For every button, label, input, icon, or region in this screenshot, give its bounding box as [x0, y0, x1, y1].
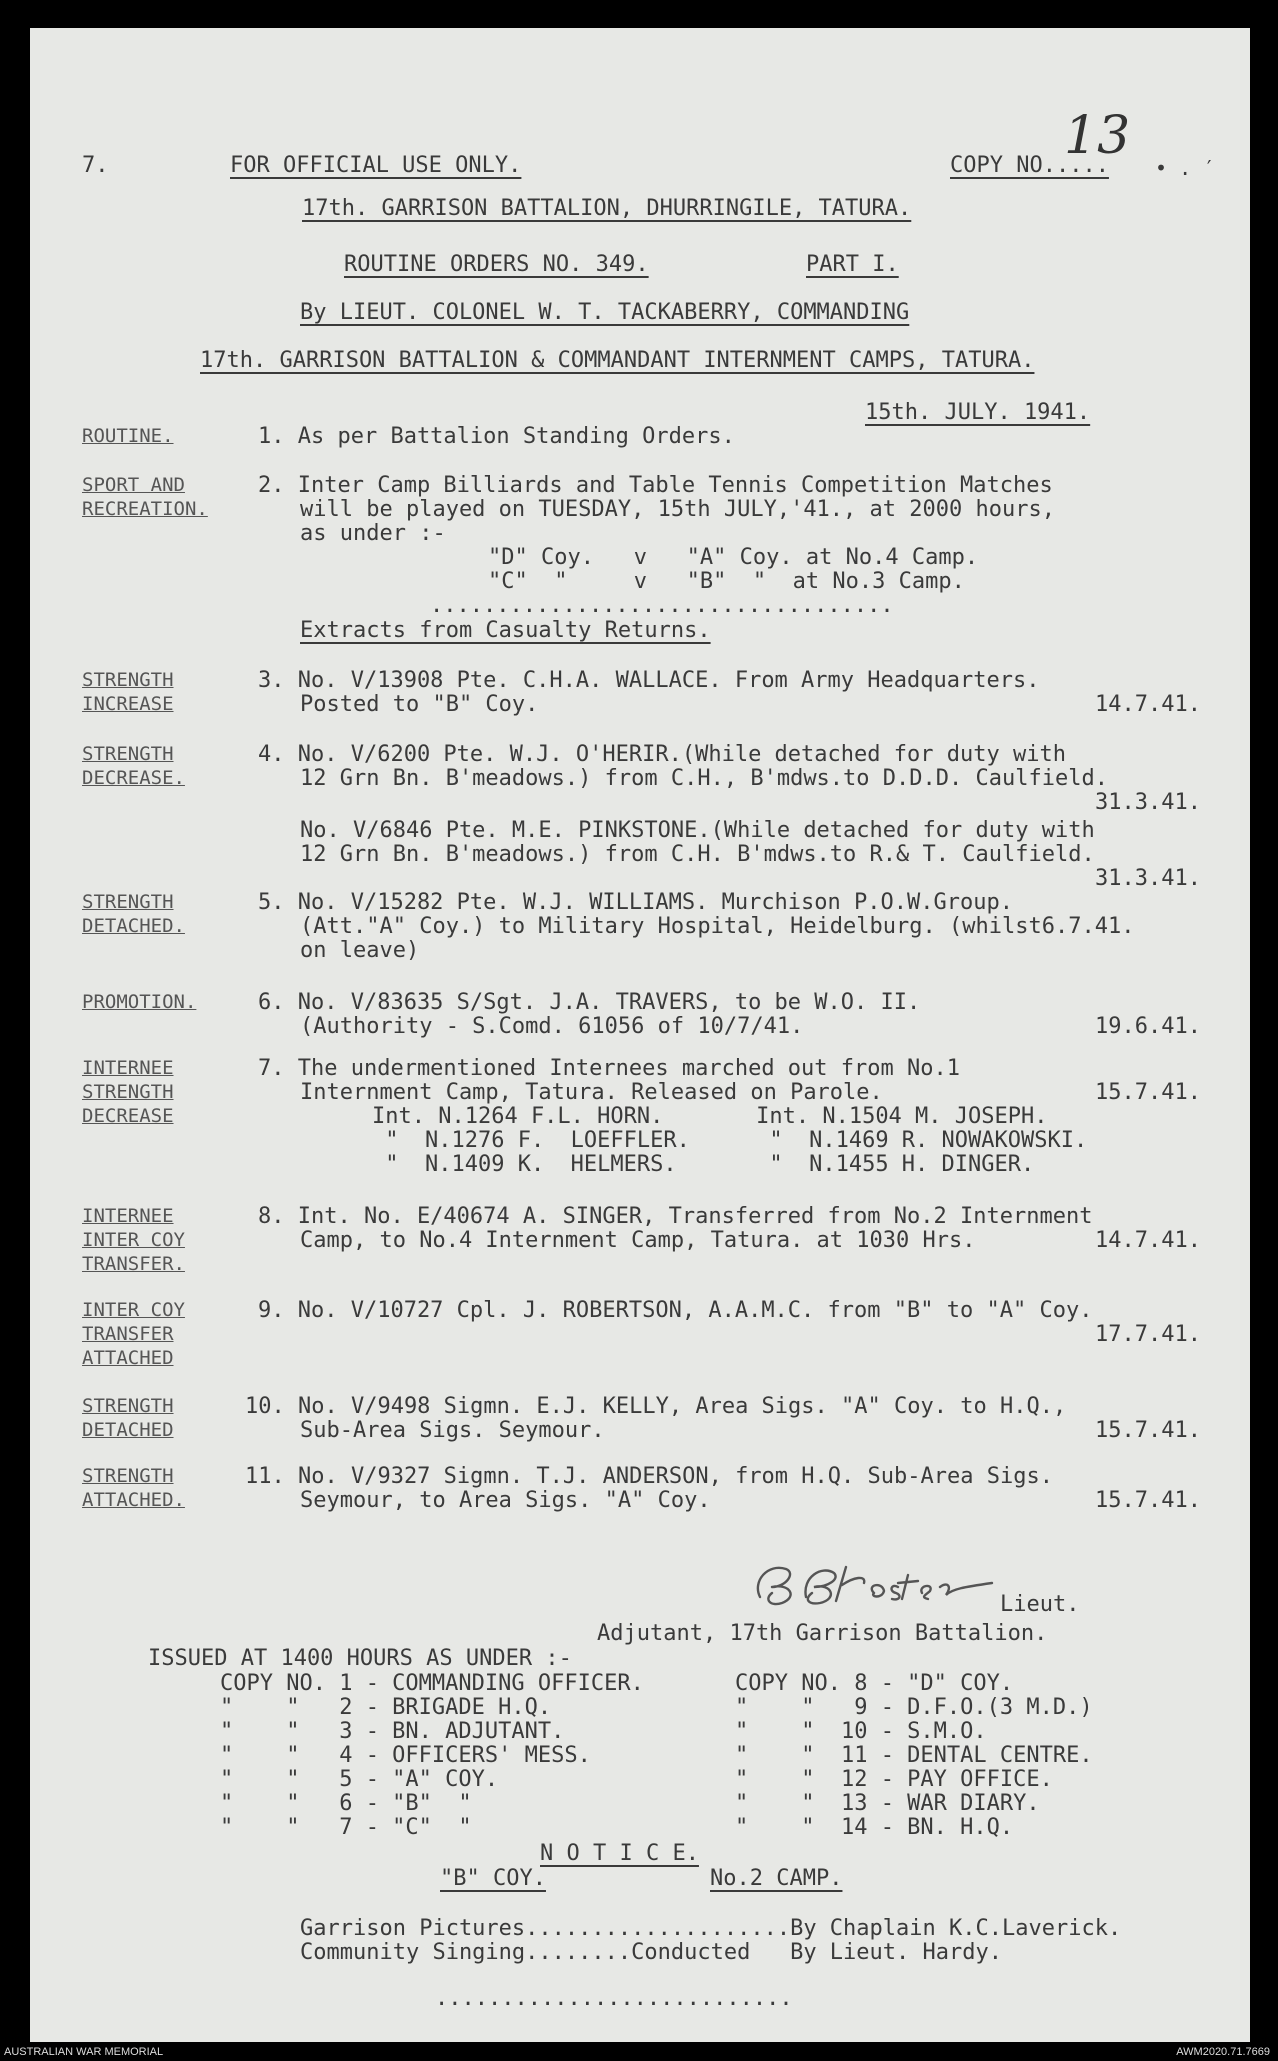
distribution-entry: " " 6 - "B" " — [220, 1791, 472, 1816]
side-label-recreation: RECREATION. — [82, 498, 208, 520]
handwritten-signature — [742, 1553, 1022, 1613]
distribution-entry: " " 3 - BN. ADJUTANT. — [220, 1719, 565, 1744]
distribution-entry: " " 10 - S.M.O. — [735, 1719, 987, 1744]
match-2: "C" " v "B" " at No.3 Camp. — [488, 569, 965, 594]
item-4-date-1: 31.3.41. — [1095, 790, 1201, 815]
page-number: 7. — [82, 153, 109, 178]
internee-row-3: " N.1409 K. HELMERS. " N.1455 H. DINGER. — [372, 1152, 1035, 1177]
item-7-line-2: Internment Camp, Tatura. Released on Parole. — [300, 1080, 883, 1105]
footer-accession: AWM2020.71.7669 — [1176, 2046, 1270, 2058]
item-5-line-3: on leave) — [300, 938, 420, 963]
distribution-entry: COPY NO. 1 - COMMANDING OFFICER. — [220, 1671, 644, 1696]
issued-heading: ISSUED AT 1400 HOURS AS UNDER :- — [148, 1646, 572, 1671]
side-label-10a: STRENGTH — [82, 1395, 174, 1417]
item-2-line-2: will be played on TUESDAY, 15th JULY,'41., at 2000 hours, — [300, 497, 1055, 522]
item-3-date: 14.7.41. — [1095, 692, 1201, 717]
item-11-date: 15.7.41. — [1095, 1488, 1201, 1513]
copy-number-label: COPY NO..... — [950, 153, 1109, 178]
item-8-date: 14.7.41. — [1095, 1228, 1201, 1253]
side-label-routine: ROUTINE. — [82, 425, 174, 447]
side-label-7c: DECREASE — [82, 1105, 174, 1127]
side-label-promotion: PROMOTION. — [82, 991, 197, 1013]
unit-heading: 17th. GARRISON BATTALION, DHURRINGILE, TATURA. — [302, 196, 912, 221]
side-label-9b: TRANSFER — [82, 1323, 174, 1345]
side-label-8b: INTER COY — [82, 1229, 185, 1251]
distribution-entry: " " 11 - DENTAL CENTRE. — [735, 1743, 1093, 1768]
signature-rank: Lieut. — [1000, 1592, 1080, 1617]
item-5-line-2: (Att."A" Coy.) to Military Hospital, Heidelburg. (whilst6.7.41. — [300, 914, 1135, 939]
item-4-line-4: 12 Grn Bn. B'meadows.) from C.H. B'mdws.to R.& T. Caulfield. — [300, 842, 1095, 867]
item-5-line-1: 5. No. V/15282 Pte. W.J. WILLIAMS. Murchison P.O.W.Group. — [258, 890, 1013, 915]
side-label-7b: STRENGTH — [82, 1081, 174, 1103]
side-label-3a: STRENGTH — [82, 669, 174, 691]
side-label-11b: ATTACHED. — [82, 1489, 185, 1511]
item-6-line-1: 6. No. V/83635 S/Sgt. J.A. TRAVERS, to be W.O. II. — [258, 990, 921, 1015]
side-label-sport: SPORT AND — [82, 474, 185, 496]
distribution-entry: " " 13 - WAR DIARY. — [735, 1791, 1040, 1816]
side-label-10b: DETACHED — [82, 1419, 174, 1441]
side-label-4b: DECREASE. — [82, 767, 185, 789]
notice-dotted-end: ........................... — [435, 1986, 793, 2011]
distribution-entry: " " 5 - "A" COY. — [220, 1767, 499, 1792]
item-2-line-1: 2. Inter Camp Billiards and Table Tennis Competition Matches — [258, 473, 1053, 498]
notice-title: N O T I C E. — [540, 1841, 699, 1866]
distribution-entry: " " 4 - OFFICERS' MESS. — [220, 1743, 591, 1768]
distribution-entry: COPY NO. 8 - "D" COY. — [735, 1671, 1014, 1696]
distribution-entry: " " 14 - BN. H.Q. — [735, 1815, 1014, 1840]
handwritten-copy-number: 13 — [1064, 106, 1131, 166]
unit-commandant-heading: 17th. GARRISON BATTALION & COMMANDANT INTERNMENT CAMPS, TATURA. — [200, 348, 1035, 373]
item-3-line-2: Posted to "B" Coy. — [300, 692, 539, 717]
internee-row-1: Int. N.1264 F.L. HORN. Int. N.1504 M. JOSEPH. — [372, 1104, 1048, 1129]
item-2-line-3: as under :- — [300, 521, 446, 546]
item-4-line-2: 12 Grn Bn. B'meadows.) from C.H., B'mdws.to D.D.D. Caulfield. — [300, 766, 1108, 791]
document-page — [30, 28, 1250, 2042]
side-label-7a: INTERNEE — [82, 1057, 174, 1079]
notice-line-1: Garrison Pictures....................By Chaplain K.C.Laverick. — [300, 1916, 1122, 1941]
item-4-date-2: 31.3.41. — [1095, 866, 1201, 891]
extracts-heading: Extracts from Casualty Returns. — [300, 618, 711, 643]
item-7-line-1: 7. The undermentioned Internees marched out from No.1 — [258, 1056, 960, 1081]
distribution-entry: " " 2 - BRIGADE H.Q. — [220, 1695, 552, 1720]
item-7-date: 15.7.41. — [1095, 1080, 1201, 1105]
item-4-line-3: No. V/6846 Pte. M.E. PINKSTONE.(While detached for duty with — [300, 818, 1095, 843]
item-6-date: 19.6.41. — [1095, 1014, 1201, 1039]
side-label-5a: STRENGTH — [82, 891, 174, 913]
dotted-separator: ................................... — [430, 593, 894, 618]
item-3-line-1: 3. No. V/13908 Pte. C.H.A. WALLACE. From Army Headquarters. — [258, 668, 1040, 693]
archive-footer — [0, 2044, 1278, 2061]
item-11-line-2: Seymour, to Area Sigs. "A" Coy. — [300, 1488, 711, 1513]
distribution-entry: " " 12 - PAY OFFICE. — [735, 1767, 1053, 1792]
routine-orders-number: ROUTINE ORDERS NO. 349. — [344, 252, 649, 277]
side-label-11a: STRENGTH — [82, 1465, 174, 1487]
side-label-5b: DETACHED. — [82, 915, 185, 937]
signature-title: Adjutant, 17th Garrison Battalion. — [597, 1621, 1048, 1646]
item-10-line-1: 10. No. V/9498 Sigmn. E.J. KELLY, Area Sigs. "A" Coy. to H.Q., — [245, 1394, 1067, 1419]
order-date: 15th. JULY. 1941. — [865, 400, 1091, 425]
side-label-9c: ATTACHED — [82, 1347, 174, 1369]
distribution-entry: " " 7 - "C" " — [220, 1815, 472, 1840]
item-8-line-1: 8. Int. No. E/40674 A. SINGER, Transferred from No.2 Internment — [258, 1204, 1093, 1229]
side-label-8a: INTERNEE — [82, 1205, 174, 1227]
notice-camp: No.2 CAMP. — [710, 1866, 843, 1891]
side-label-3b: INCREASE — [82, 693, 174, 715]
side-label-9a: INTER COY — [82, 1299, 185, 1321]
item-4-line-1: 4. No. V/6200 Pte. W.J. O'HERIR.(While detached for duty with — [258, 742, 1066, 767]
notice-line-2: Community Singing........Conducted By Lieut. Hardy. — [300, 1940, 1002, 1965]
item-1-text: 1. As per Battalion Standing Orders. — [258, 424, 735, 449]
internee-row-2: " N.1276 F. LOEFFLER. " N.1469 R. NOWAKOWSKI. — [372, 1128, 1088, 1153]
item-9-line-1: 9. No. V/10727 Cpl. J. ROBERTSON, A.A.M.C. from "B" to "A" Coy. — [258, 1298, 1093, 1323]
part-label: PART I. — [806, 252, 899, 277]
corner-mark: • . ′ — [1155, 156, 1216, 180]
item-10-date: 15.7.41. — [1095, 1418, 1201, 1443]
side-label-8c: TRANSFER. — [82, 1253, 185, 1275]
distribution-entry: " " 9 - D.F.O.(3 M.D.) — [735, 1695, 1093, 1720]
item-6-line-2: (Authority - S.Comd. 61056 of 10/7/41. — [300, 1014, 804, 1039]
item-10-line-2: Sub-Area Sigs. Seymour. — [300, 1418, 605, 1443]
official-use-heading: FOR OFFICIAL USE ONLY. — [230, 153, 522, 178]
item-11-line-1: 11. No. V/9327 Sigmn. T.J. ANDERSON, from H.Q. Sub-Area Sigs. — [245, 1464, 1053, 1489]
item-9-date: 17.7.41. — [1095, 1322, 1201, 1347]
commanding-officer-line: By LIEUT. COLONEL W. T. TACKABERRY, COMMANDING — [300, 300, 910, 325]
match-1: "D" Coy. v "A" Coy. at No.4 Camp. — [488, 545, 979, 570]
item-8-line-2: Camp, to No.4 Internment Camp, Tatura. at 1030 Hrs. — [300, 1228, 976, 1253]
notice-coy: "B" COY. — [440, 1866, 546, 1891]
side-label-4a: STRENGTH — [82, 743, 174, 765]
footer-institution: AUSTRALIAN WAR MEMORIAL — [4, 2046, 164, 2058]
